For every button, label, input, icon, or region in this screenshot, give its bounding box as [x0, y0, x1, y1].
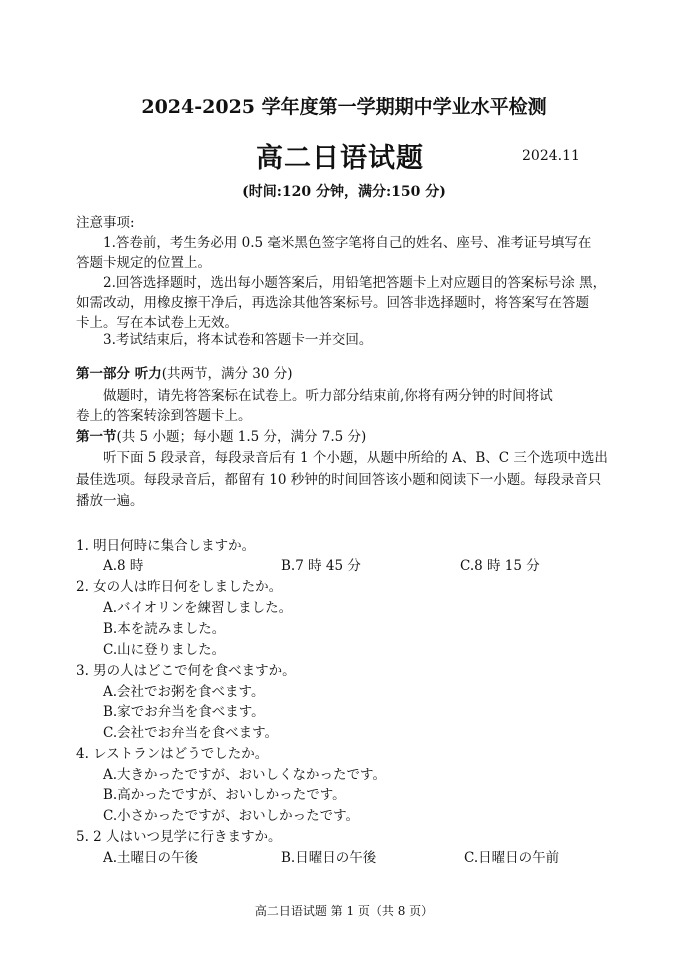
time-info: (时间:120 分钟，满分:150 分) [242, 184, 446, 200]
question-2-option-b: B.本を読みました。 [103, 621, 226, 637]
question-1-option-a: A.8 時 [103, 558, 144, 574]
section-1-intro-line-1: 听下面 5 段录音，每段录音后有 1 个小题，从题中所给的 A、B、C 三个选项中选出 [103, 450, 608, 466]
part-1-intro-line-2: 卷上的答案转涂到答题卡上。 [76, 408, 252, 424]
question-4-option-b: B.高かったですが、おいしかったです。 [103, 787, 346, 803]
question-5-option-a: A.土曜日の午後 [103, 850, 199, 866]
question-2-text: 2. 女の人は昨日何をしましたか。 [76, 579, 283, 595]
question-4-option-a: A.大きかったですが、おいしくなかったです。 [103, 767, 386, 783]
section-1-heading [76, 427, 366, 447]
question-5-text: 5. 2 人はいつ見学に行きますか。 [76, 829, 282, 845]
part-1-heading-score: (共两节，满分 30 分) [161, 366, 293, 382]
section-1-intro-line-2: 最佳选项。每段录音后，都留有 10 秒钟的时间回答该小题和阅读下一小题。每段录音只 [76, 472, 602, 488]
question-3-text: 3. 男の人はどこで何を食べますか。 [76, 663, 296, 679]
school-line: 2024-2025 学年度第一学期期中学业水平检测 [141, 96, 547, 118]
question-5-option-c: C.日曜日の午前 [464, 850, 560, 866]
section-1-intro-line-3: 播放一遍。 [76, 493, 144, 509]
notice-item-2-line-1: 2.回答选择题时，选出每小题答案后，用铅笔把答题卡上对应题目的答案标号涂 黑， [103, 275, 607, 291]
part-1-intro-line-1: 做题时，请先将答案标在试卷上。听力部分结束前,你将有两分钟的时间将试 [103, 388, 553, 404]
question-3-option-b: B.家でお弁当を食べます。 [103, 704, 265, 720]
part-1-heading-label: 第一部分 听力 [76, 366, 162, 382]
notice-item-2-line-2: 如需改动，用橡皮擦干净后，再选涂其他答案标号。回答非选择题时，将答案写在答题 [76, 295, 589, 311]
section-1-heading-label: 第一节 [76, 429, 117, 445]
question-3-option-c: C.会社でお弁当を食べます。 [103, 725, 279, 741]
section-1-heading-score: (共 5 小题；每小题 1.5 分，满分 7.5 分) [116, 429, 367, 445]
question-5-option-b: B.日曜日の午後 [281, 850, 377, 866]
question-2-option-c: C.山に登りました。 [103, 642, 226, 658]
notice-item-3: 3.考试结束后，将本试卷和答题卡一并交回。 [103, 332, 373, 348]
question-2-option-a: A.バイオリンを練習しました。 [103, 600, 293, 616]
question-4-option-c: C.小さかったですが、おいしかったです。 [103, 808, 360, 824]
question-1-option-b: B.7 時 45 分 [281, 558, 361, 574]
notice-item-1-line-1: 1.答卷前，考生务必用 0.5 毫米黑色签字笔将自己的姓名、座号、准考证号填写在 [103, 235, 592, 251]
question-3-option-a: A.会社でお粥を食べます。 [103, 684, 265, 700]
exam-date: 2024.11 [522, 148, 580, 164]
notice-item-1-line-2: 答题卡规定的位置上。 [76, 255, 211, 271]
question-1-text: 1. 明日何時に集合しますか。 [76, 538, 256, 554]
page-footer: 高二日语试题 第 1 页（共 8 页） [254, 904, 434, 918]
notice-item-2-line-3: 卡上。写在本试卷上无效。 [76, 315, 238, 331]
question-1-option-c: C.8 時 15 分 [460, 558, 540, 574]
exam-title: 高二日语试题 [256, 143, 424, 174]
notice-heading: 注意事项: [76, 215, 135, 231]
question-4-text: 4. レストランはどうでしたか。 [76, 746, 269, 762]
part-1-heading [76, 364, 293, 384]
